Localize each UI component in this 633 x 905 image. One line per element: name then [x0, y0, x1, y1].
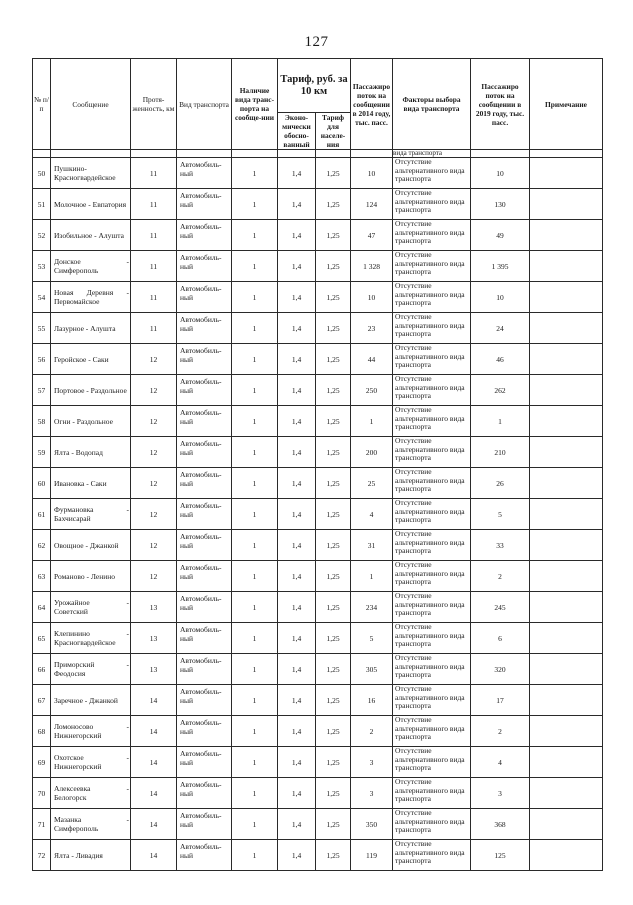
route-name: Ялта - Водопад: [51, 437, 131, 468]
selection-factors: Отсутствие альтернативного вида транспорта: [393, 623, 471, 654]
route-name: Портовое - Раздольное: [51, 375, 131, 406]
selection-factors: Отсутствие альтернативного вида транспорта: [393, 313, 471, 344]
carryover-text: вида транспорта: [393, 150, 471, 158]
tariff-population: 1,25: [316, 592, 351, 623]
transport-type: Автомобиль-ный: [177, 747, 232, 778]
carrier-presence: 1: [232, 375, 278, 406]
note: [530, 778, 603, 809]
flow-2014: 5: [351, 623, 393, 654]
tariff-population: 1,25: [316, 344, 351, 375]
row-number: 62: [33, 530, 51, 561]
selection-factors: Отсутствие альтернативного вида транспорта: [393, 530, 471, 561]
row-number: 69: [33, 747, 51, 778]
note: [530, 313, 603, 344]
table-row: [33, 809, 603, 840]
route-name: Геройское - Саки: [51, 344, 131, 375]
route-name: Заречное - Джанкой: [51, 685, 131, 716]
tariff-econ: 1,4: [278, 623, 316, 654]
flow-2019: 46: [471, 344, 530, 375]
tariff-population: 1,25: [316, 778, 351, 809]
row-number: 56: [33, 344, 51, 375]
selection-factors: Отсутствие альтернативного вида транспорта: [393, 375, 471, 406]
flow-2019: 2: [471, 561, 530, 592]
header-length: Протя-женность, км: [131, 59, 177, 150]
table-row: [33, 840, 603, 871]
tariff-population: 1,25: [316, 313, 351, 344]
row-number: 70: [33, 778, 51, 809]
transport-type: Автомобиль-ный: [177, 282, 232, 313]
flow-2019: 1 395: [471, 251, 530, 282]
transport-type: Автомобиль-ный: [177, 623, 232, 654]
carrier-presence: 1: [232, 747, 278, 778]
header-note: Примечание: [530, 59, 603, 150]
note: [530, 592, 603, 623]
row-number: 59: [33, 437, 51, 468]
route-length: 13: [131, 654, 177, 685]
carrier-presence: 1: [232, 716, 278, 747]
flow-2014: 200: [351, 437, 393, 468]
table-row: [33, 375, 603, 406]
note: [530, 158, 603, 189]
flow-2014: 16: [351, 685, 393, 716]
transport-type: Автомобиль-ный: [177, 468, 232, 499]
carrier-presence: 1: [232, 437, 278, 468]
note: [530, 747, 603, 778]
table-row: [33, 561, 603, 592]
table-row: [33, 220, 603, 251]
tariff-econ: 1,4: [278, 220, 316, 251]
page-number: 127: [304, 34, 329, 50]
tariff-econ: 1,4: [278, 778, 316, 809]
row-number: 68: [33, 716, 51, 747]
route-name: Урожайное - Советский: [51, 592, 131, 623]
tariff-econ: 1,4: [278, 406, 316, 437]
route-length: 14: [131, 685, 177, 716]
note: [530, 654, 603, 685]
row-number: 61: [33, 499, 51, 530]
flow-2014: 119: [351, 840, 393, 871]
carrier-presence: 1: [232, 530, 278, 561]
selection-factors: Отсутствие альтернативного вида транспорта: [393, 654, 471, 685]
note: [530, 437, 603, 468]
tariff-econ: 1,4: [278, 809, 316, 840]
flow-2019: 10: [471, 282, 530, 313]
tariff-econ: 1,4: [278, 189, 316, 220]
note: [530, 561, 603, 592]
row-number: 65: [33, 623, 51, 654]
selection-factors: Отсутствие альтернативного вида транспорта: [393, 282, 471, 313]
tariff-econ: 1,4: [278, 561, 316, 592]
tariff-population: 1,25: [316, 654, 351, 685]
tariff-population: 1,25: [316, 375, 351, 406]
table-row: [33, 189, 603, 220]
route-length: 14: [131, 716, 177, 747]
header-tariff-econ: Эконо-мически обосно-ванный: [278, 113, 316, 150]
selection-factors: Отсутствие альтернативного вида транспорта: [393, 220, 471, 251]
carrier-presence: 1: [232, 189, 278, 220]
route-length: 13: [131, 592, 177, 623]
header-tariff-group: Тариф, руб. за 10 км: [278, 59, 351, 113]
row-number: 55: [33, 313, 51, 344]
note: [530, 468, 603, 499]
note: [530, 189, 603, 220]
tariff-population: 1,25: [316, 685, 351, 716]
selection-factors: Отсутствие альтернативного вида транспорта: [393, 251, 471, 282]
route-length: 13: [131, 623, 177, 654]
table-row: [33, 530, 603, 561]
flow-2014: 124: [351, 189, 393, 220]
carrier-presence: 1: [232, 592, 278, 623]
route-name: Ялта - Ливадия: [51, 840, 131, 871]
route-length: 11: [131, 220, 177, 251]
flow-2014: 3: [351, 778, 393, 809]
tariff-econ: 1,4: [278, 437, 316, 468]
carrier-presence: 1: [232, 840, 278, 871]
flow-2014: 4: [351, 499, 393, 530]
note: [530, 623, 603, 654]
flow-2019: 1: [471, 406, 530, 437]
table-row: [33, 747, 603, 778]
selection-factors: Отсутствие альтернативного вида транспорта: [393, 840, 471, 871]
flow-2019: 33: [471, 530, 530, 561]
note: [530, 530, 603, 561]
row-number: 57: [33, 375, 51, 406]
row-number: 54: [33, 282, 51, 313]
route-name: Пушкино-Красногвардейское: [51, 158, 131, 189]
route-name: Огни - Раздольное: [51, 406, 131, 437]
route-length: 14: [131, 809, 177, 840]
selection-factors: Отсутствие альтернативного вида транспорта: [393, 344, 471, 375]
selection-factors: Отсутствие альтернативного вида транспорта: [393, 592, 471, 623]
route-name: Клепинино - Красногвардейское: [51, 623, 131, 654]
note: [530, 220, 603, 251]
carrier-presence: 1: [232, 623, 278, 654]
row-number: 53: [33, 251, 51, 282]
tariff-population: 1,25: [316, 809, 351, 840]
table-row: [33, 406, 603, 437]
carrier-presence: 1: [232, 499, 278, 530]
note: [530, 406, 603, 437]
flow-2019: 2: [471, 716, 530, 747]
flow-2019: 24: [471, 313, 530, 344]
tariff-econ: 1,4: [278, 716, 316, 747]
flow-2019: 210: [471, 437, 530, 468]
transport-type: Автомобиль-ный: [177, 530, 232, 561]
note: [530, 251, 603, 282]
tariff-econ: 1,4: [278, 251, 316, 282]
carryover-row: [33, 150, 603, 158]
table-row: [33, 158, 603, 189]
note: [530, 375, 603, 406]
tariff-econ: 1,4: [278, 747, 316, 778]
table-row: [33, 654, 603, 685]
tariff-econ: 1,4: [278, 344, 316, 375]
header-tariff-pop: Тариф для населе-ния: [316, 113, 351, 150]
tariff-econ: 1,4: [278, 592, 316, 623]
transport-type: Автомобиль-ный: [177, 406, 232, 437]
transport-type: Автомобиль-ный: [177, 158, 232, 189]
routes-table: [32, 58, 603, 871]
flow-2019: 3: [471, 778, 530, 809]
selection-factors: Отсутствие альтернативного вида транспорта: [393, 747, 471, 778]
tariff-econ: 1,4: [278, 530, 316, 561]
note: [530, 809, 603, 840]
table-row: [33, 251, 603, 282]
flow-2019: 320: [471, 654, 530, 685]
route-length: 12: [131, 499, 177, 530]
header-transport: Вид транспорта: [177, 59, 232, 150]
selection-factors: Отсутствие альтернативного вида транспорта: [393, 561, 471, 592]
flow-2019: 6: [471, 623, 530, 654]
selection-factors: Отсутствие альтернативного вида транспорта: [393, 778, 471, 809]
note: [530, 840, 603, 871]
route-length: 12: [131, 437, 177, 468]
tariff-population: 1,25: [316, 747, 351, 778]
tariff-econ: 1,4: [278, 158, 316, 189]
table-row: [33, 778, 603, 809]
flow-2014: 10: [351, 158, 393, 189]
transport-type: Автомобиль-ный: [177, 189, 232, 220]
flow-2014: 250: [351, 375, 393, 406]
transport-type: Автомобиль-ный: [177, 313, 232, 344]
route-length: 12: [131, 561, 177, 592]
tariff-econ: 1,4: [278, 654, 316, 685]
table-row: [33, 344, 603, 375]
tariff-population: 1,25: [316, 840, 351, 871]
transport-type: Автомобиль-ный: [177, 654, 232, 685]
transport-type: Автомобиль-ный: [177, 437, 232, 468]
tariff-population: 1,25: [316, 189, 351, 220]
selection-factors: Отсутствие альтернативного вида транспорта: [393, 158, 471, 189]
route-name: Охотское - Нижнегорский: [51, 747, 131, 778]
table-row: [33, 716, 603, 747]
header-factors: Факторы выбора вида транспорта: [393, 59, 471, 150]
route-name: Новая Деревня - Первомайское: [51, 282, 131, 313]
route-length: 12: [131, 344, 177, 375]
header-number: № п/п: [33, 59, 51, 150]
route-name: Изобильное - Алушта: [51, 220, 131, 251]
route-length: 11: [131, 158, 177, 189]
carrier-presence: 1: [232, 654, 278, 685]
transport-type: Автомобиль-ный: [177, 778, 232, 809]
tariff-econ: 1,4: [278, 840, 316, 871]
flow-2019: 368: [471, 809, 530, 840]
tariff-population: 1,25: [316, 716, 351, 747]
carrier-presence: 1: [232, 158, 278, 189]
transport-type: Автомобиль-ный: [177, 592, 232, 623]
carrier-presence: 1: [232, 282, 278, 313]
route-name: Овощное - Джанкой: [51, 530, 131, 561]
table-row: [33, 685, 603, 716]
flow-2014: 305: [351, 654, 393, 685]
tariff-econ: 1,4: [278, 468, 316, 499]
flow-2014: 234: [351, 592, 393, 623]
row-number: 63: [33, 561, 51, 592]
transport-type: Автомобиль-ный: [177, 220, 232, 251]
tariff-econ: 1,4: [278, 499, 316, 530]
route-name: Приморский - Феодосия: [51, 654, 131, 685]
carrier-presence: 1: [232, 313, 278, 344]
selection-factors: Отсутствие альтернативного вида транспорта: [393, 809, 471, 840]
tariff-econ: 1,4: [278, 282, 316, 313]
flow-2019: 10: [471, 158, 530, 189]
route-length: 14: [131, 840, 177, 871]
tariff-econ: 1,4: [278, 375, 316, 406]
carrier-presence: 1: [232, 468, 278, 499]
note: [530, 282, 603, 313]
tariff-population: 1,25: [316, 499, 351, 530]
flow-2019: 4: [471, 747, 530, 778]
route-name: Донское - Симферополь: [51, 251, 131, 282]
selection-factors: Отсутствие альтернативного вида транспорта: [393, 499, 471, 530]
route-name: Романово - Ленино: [51, 561, 131, 592]
flow-2014: 10: [351, 282, 393, 313]
selection-factors: Отсутствие альтернативного вида транспорта: [393, 716, 471, 747]
route-name: Молочное - Евпатория: [51, 189, 131, 220]
flow-2014: 47: [351, 220, 393, 251]
flow-2014: 1: [351, 561, 393, 592]
transport-type: Автомобиль-ный: [177, 809, 232, 840]
header-flow-2014: Пассажиро поток на сообщении в 2014 году, тыс. пасс.: [351, 59, 393, 150]
header-carrier: Наличие вида транс-порта на сообще-нии: [232, 59, 278, 150]
route-length: 14: [131, 747, 177, 778]
transport-type: Автомобиль-ный: [177, 251, 232, 282]
row-number: 71: [33, 809, 51, 840]
table-header: [33, 59, 603, 150]
transport-type: Автомобиль-ный: [177, 840, 232, 871]
row-number: 52: [33, 220, 51, 251]
transport-type: Автомобиль-ный: [177, 375, 232, 406]
carrier-presence: 1: [232, 406, 278, 437]
transport-type: Автомобиль-ный: [177, 344, 232, 375]
tariff-population: 1,25: [316, 220, 351, 251]
note: [530, 344, 603, 375]
route-name: Фурмановка - Бахчисарай: [51, 499, 131, 530]
table-row: [33, 592, 603, 623]
route-name: Мазанка - Симферополь: [51, 809, 131, 840]
row-number: 72: [33, 840, 51, 871]
note: [530, 499, 603, 530]
row-number: 60: [33, 468, 51, 499]
flow-2014: 23: [351, 313, 393, 344]
transport-type: Автомобиль-ный: [177, 561, 232, 592]
flow-2019: 5: [471, 499, 530, 530]
table-body: [33, 150, 603, 871]
route-name: Алексеевка - Белогорск: [51, 778, 131, 809]
carrier-presence: 1: [232, 685, 278, 716]
carrier-presence: 1: [232, 220, 278, 251]
row-number: 64: [33, 592, 51, 623]
flow-2014: 1 328: [351, 251, 393, 282]
tariff-population: 1,25: [316, 251, 351, 282]
table-row: [33, 313, 603, 344]
flow-2019: 130: [471, 189, 530, 220]
carrier-presence: 1: [232, 778, 278, 809]
selection-factors: Отсутствие альтернативного вида транспорта: [393, 437, 471, 468]
tariff-econ: 1,4: [278, 685, 316, 716]
tariff-population: 1,25: [316, 468, 351, 499]
route-name: Лазурное - Алушта: [51, 313, 131, 344]
flow-2014: 1: [351, 406, 393, 437]
carrier-presence: 1: [232, 561, 278, 592]
route-length: 12: [131, 468, 177, 499]
flow-2014: 25: [351, 468, 393, 499]
note: [530, 685, 603, 716]
transport-type: Автомобиль-ный: [177, 499, 232, 530]
selection-factors: Отсутствие альтернативного вида транспорта: [393, 189, 471, 220]
route-length: 11: [131, 189, 177, 220]
tariff-population: 1,25: [316, 437, 351, 468]
tariff-population: 1,25: [316, 406, 351, 437]
flow-2019: 125: [471, 840, 530, 871]
selection-factors: Отсутствие альтернативного вида транспорта: [393, 685, 471, 716]
table-row: [33, 282, 603, 313]
table-row: [33, 623, 603, 654]
route-length: 11: [131, 251, 177, 282]
row-number: 58: [33, 406, 51, 437]
flow-2014: 31: [351, 530, 393, 561]
carrier-presence: 1: [232, 251, 278, 282]
route-length: 12: [131, 406, 177, 437]
route-length: 11: [131, 313, 177, 344]
transport-type: Автомобиль-ный: [177, 685, 232, 716]
flow-2014: 44: [351, 344, 393, 375]
carrier-presence: 1: [232, 344, 278, 375]
flow-2019: 17: [471, 685, 530, 716]
table-row: [33, 437, 603, 468]
flow-2019: 262: [471, 375, 530, 406]
route-length: 11: [131, 282, 177, 313]
tariff-population: 1,25: [316, 530, 351, 561]
flow-2019: 245: [471, 592, 530, 623]
tariff-population: 1,25: [316, 623, 351, 654]
tariff-population: 1,25: [316, 561, 351, 592]
route-name: Ивановка - Саки: [51, 468, 131, 499]
route-length: 12: [131, 530, 177, 561]
flow-2019: 49: [471, 220, 530, 251]
tariff-econ: 1,4: [278, 313, 316, 344]
row-number: 50: [33, 158, 51, 189]
tariff-population: 1,25: [316, 282, 351, 313]
row-number: 67: [33, 685, 51, 716]
transport-type: Автомобиль-ный: [177, 716, 232, 747]
selection-factors: Отсутствие альтернативного вида транспорта: [393, 468, 471, 499]
route-length: 14: [131, 778, 177, 809]
table-row: [33, 468, 603, 499]
flow-2014: 3: [351, 747, 393, 778]
row-number: 66: [33, 654, 51, 685]
route-name: Ломоносово - Нижнегорский: [51, 716, 131, 747]
row-number: 51: [33, 189, 51, 220]
flow-2014: 350: [351, 809, 393, 840]
flow-2019: 26: [471, 468, 530, 499]
header-flow-2019: Пассажиро поток на сообщении в 2019 году, тыс. пасс.: [471, 59, 530, 150]
tariff-population: 1,25: [316, 158, 351, 189]
table-row: [33, 499, 603, 530]
header-route: Сообщение: [51, 59, 131, 150]
route-length: 12: [131, 375, 177, 406]
carrier-presence: 1: [232, 809, 278, 840]
flow-2014: 2: [351, 716, 393, 747]
note: [530, 716, 603, 747]
selection-factors: Отсутствие альтернативного вида транспорта: [393, 406, 471, 437]
